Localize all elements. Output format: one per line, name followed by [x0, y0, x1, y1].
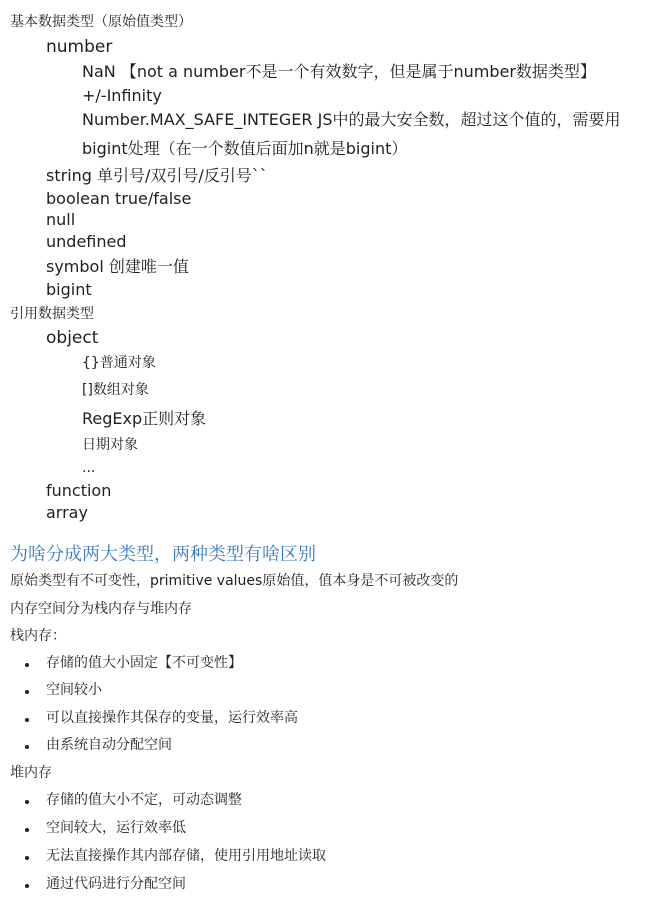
bullet-icon [25, 800, 29, 804]
number-max-safe-note: Number.MAX_SAFE_INTEGER JS中的最大安全数，超过这个值的，需要用 [82, 110, 621, 129]
stack-item: 空间较小 [46, 682, 102, 698]
primitive-note: 原始类型有不可变性，primitive values原始值，值本身是不可被改变的 [10, 573, 459, 589]
number-infinity-note: +/-Infinity [82, 86, 162, 105]
stack-item: 可以直接操作其保存的变量，运行效率高 [46, 710, 298, 726]
type-bigint: bigint [46, 280, 92, 299]
object-array: []数组对象 [82, 382, 149, 398]
type-function: function [46, 481, 112, 500]
stack-item: 存储的值大小固定【不可变性】 [46, 655, 242, 671]
heap-item: 无法直接操作其内部存储，使用引用地址读取 [46, 848, 326, 864]
type-null: null [46, 210, 76, 229]
object-plain: {}普通对象 [82, 355, 156, 371]
bullet-icon [25, 690, 29, 694]
bullet-icon [25, 828, 29, 832]
section-heading: 为啥分成两大类型，两种类型有啥区别 [10, 544, 316, 565]
number-bigint-note: bigint处理（在一个数值后面加n就是bigint） [82, 139, 408, 158]
bullet-icon [25, 663, 29, 667]
stack-item: 由系统自动分配空间 [46, 737, 172, 753]
heap-item: 通过代码进行分配空间 [46, 876, 186, 892]
type-object: object [46, 328, 99, 348]
memory-note: 内存空间分为栈内存与堆内存 [10, 601, 192, 617]
number-nan-note: NaN 【not a number不是一个有效数字，但是属于number数据类型】 [82, 62, 596, 81]
heap-item: 空间较大，运行效率低 [46, 820, 186, 836]
heap-item: 存储的值大小不定，可动态调整 [46, 792, 242, 808]
type-array: array [46, 503, 88, 522]
object-ellipsis: ... [82, 460, 96, 476]
basic-types-title: 基本数据类型（原始值类型） [10, 14, 192, 30]
bullet-icon [25, 856, 29, 860]
reference-types-title: 引用数据类型 [10, 306, 94, 322]
bullet-icon [25, 745, 29, 749]
heap-label: 堆内存 [10, 765, 52, 781]
type-symbol: symbol 创建唯一值 [46, 257, 189, 276]
type-string: string 单引号/双引号/反引号`` [46, 166, 268, 185]
type-undefined: undefined [46, 232, 127, 251]
bullet-icon [25, 884, 29, 888]
type-number: number [46, 37, 113, 57]
type-boolean: boolean true/false [46, 189, 192, 208]
object-date: 日期对象 [82, 437, 138, 453]
bullet-icon [25, 718, 29, 722]
object-regexp: RegExp正则对象 [82, 409, 207, 428]
stack-label: 栈内存： [10, 628, 66, 644]
